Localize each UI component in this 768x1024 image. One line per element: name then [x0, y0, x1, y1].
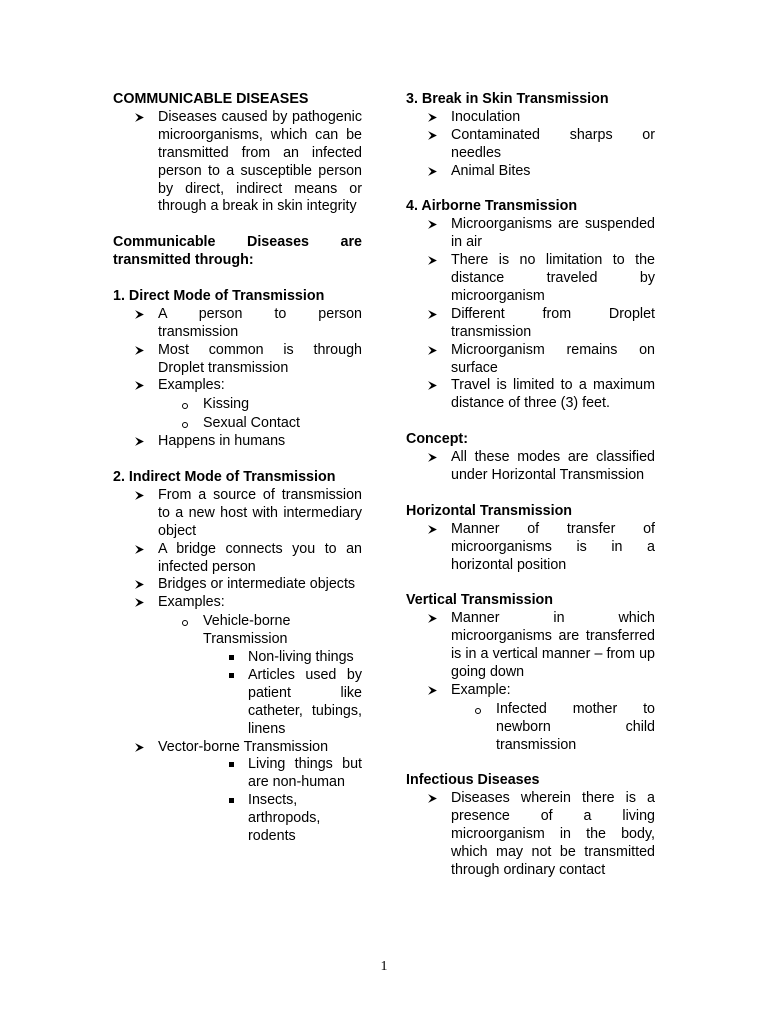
list-item: Diseases caused by pathogenic microorganisms, which can be transmitted from an infected person to a susceptible person by direct, indirect means or through a break in skin integrity	[113, 109, 362, 216]
vehicle-examples	[113, 649, 362, 739]
arrow-bullet-icon	[427, 793, 438, 804]
arrow-bullet-icon	[134, 309, 145, 320]
vertical-list	[406, 610, 655, 700]
square-bullet-icon	[229, 673, 234, 678]
square-bullet-icon	[229, 655, 234, 660]
arrow-bullet-icon	[427, 219, 438, 230]
list-item: Infected mother to newborn child transmission	[406, 701, 655, 755]
arrow-bullet-icon	[427, 524, 438, 535]
square-bullet-icon	[229, 798, 234, 803]
infectious-list	[406, 790, 655, 880]
section-heading: 1. Direct Mode of Transmission	[113, 287, 325, 304]
skin-list	[406, 109, 655, 181]
list-item: Animal Bites	[406, 163, 655, 181]
indirect-examples	[113, 613, 362, 649]
horizontal-list	[406, 521, 655, 575]
list-item: Inoculation	[406, 109, 655, 127]
arrow-bullet-icon	[134, 490, 145, 501]
arrow-bullet-icon	[427, 309, 438, 320]
list-item: Kissing	[113, 396, 362, 414]
list-item: Travel is limited to a maximum distance of three (3) feet.	[406, 377, 655, 413]
section-heading: Horizontal Transmission	[406, 502, 573, 519]
arrow-bullet-icon	[427, 166, 438, 177]
vector-list	[113, 739, 362, 757]
circle-bullet-icon	[475, 708, 481, 714]
concept-list	[406, 449, 655, 485]
arrow-bullet-icon	[134, 544, 145, 555]
arrow-bullet-icon	[134, 579, 145, 590]
list-item: There is no limitation to the distance traveled by microorganism	[406, 252, 655, 306]
arrow-bullet-icon	[134, 380, 145, 391]
arrow-bullet-icon	[427, 130, 438, 141]
definition-list	[113, 109, 362, 216]
vector-examples	[113, 756, 362, 846]
list-item: Microorganisms are suspended in air	[406, 216, 655, 252]
right-column	[406, 91, 655, 880]
section-heading: Communicable Diseases are transmitted through:	[113, 234, 362, 269]
direct-list-end	[113, 433, 362, 451]
list-item: All these modes are classified under Horizontal Transmission	[406, 449, 655, 485]
circle-bullet-icon	[182, 403, 188, 409]
section-heading: 4. Airborne Transmission	[406, 198, 578, 215]
direct-examples	[113, 396, 362, 433]
arrow-bullet-icon	[427, 613, 438, 624]
list-item: Bridges or intermediate objects	[113, 576, 362, 594]
section-title: COMMUNICABLE DISEASES	[113, 91, 309, 107]
circle-bullet-icon	[182, 620, 188, 626]
list-item: Living things but are non-human	[113, 756, 362, 792]
list-item: From a source of transmission to a new host with intermediary object	[113, 487, 362, 541]
indirect-list	[113, 487, 362, 612]
list-item: A bridge connects you to an infected person	[113, 541, 362, 577]
list-item: Non-living things	[113, 649, 362, 667]
arrow-bullet-icon	[427, 380, 438, 391]
list-item: Microorganism remains on surface	[406, 342, 655, 378]
list-item: Manner of transfer of microorganisms is in a horizontal position	[406, 521, 655, 575]
list-item: Vector-borne Transmission	[113, 739, 362, 757]
arrow-bullet-icon	[134, 742, 145, 753]
page-number: 1	[380, 959, 388, 974]
direct-list	[113, 306, 362, 396]
arrow-bullet-icon	[427, 685, 438, 696]
list-item: Diseases wherein there is a presence of a living microorganism in the body, which may not be transmitted through ordinary contact	[406, 790, 655, 880]
left-column	[113, 91, 362, 846]
list-item: Vehicle-borne Transmission	[113, 613, 362, 649]
arrow-bullet-icon	[427, 112, 438, 123]
arrow-bullet-icon	[427, 345, 438, 356]
list-item: Insects, arthropods, rodents	[113, 792, 362, 846]
section-heading: Vertical Transmission	[406, 592, 554, 609]
section-heading: 2. Indirect Mode of Transmission	[113, 468, 336, 485]
arrow-bullet-icon	[134, 597, 145, 608]
list-item: Most common is through Droplet transmission	[113, 342, 362, 378]
list-item: Articles used by patient like catheter, tubings, linens	[113, 667, 362, 739]
list-item: Examples:	[113, 594, 362, 612]
circle-bullet-icon	[182, 422, 188, 428]
list-item: Sexual Contact	[113, 415, 362, 433]
arrow-bullet-icon	[134, 345, 145, 356]
arrow-bullet-icon	[134, 436, 145, 447]
arrow-bullet-icon	[427, 255, 438, 266]
list-item: Examples:	[113, 377, 362, 395]
arrow-bullet-icon	[427, 452, 438, 463]
vertical-examples	[406, 701, 655, 755]
section-heading: 3. Break in Skin Transmission	[406, 91, 609, 107]
list-item: Different from Droplet transmission	[406, 306, 655, 342]
list-item: Manner in which microorganisms are transferred is in a vertical manner – from up going down	[406, 610, 655, 682]
arrow-bullet-icon	[134, 112, 145, 123]
list-item: Contaminated sharps or needles	[406, 127, 655, 163]
list-item: A person to person transmission	[113, 306, 362, 342]
airborne-list	[406, 216, 655, 413]
list-item: Example:	[406, 682, 655, 700]
section-heading: Infectious Diseases	[406, 772, 540, 789]
section-heading: Concept:	[406, 431, 468, 448]
square-bullet-icon	[229, 762, 234, 767]
list-item: Happens in humans	[113, 433, 362, 451]
